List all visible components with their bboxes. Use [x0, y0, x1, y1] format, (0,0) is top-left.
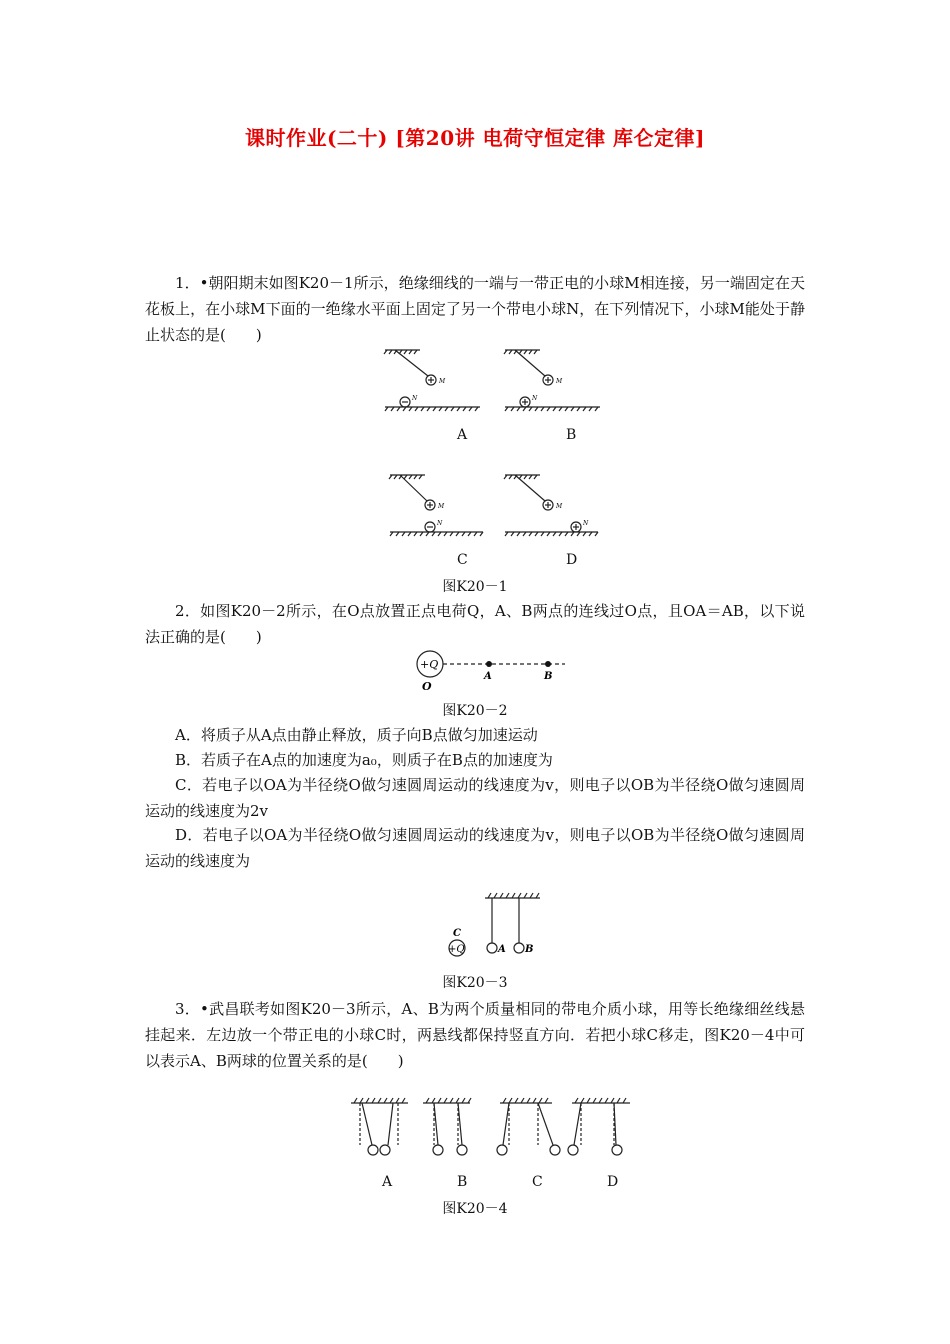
q2-choice-a: A．将质子从A点由静止释放，质子向B点做匀加速运动: [175, 726, 538, 744]
point-a-label: A: [484, 671, 492, 682]
option-c-label: C: [457, 552, 468, 568]
point-o-label: O: [422, 680, 432, 693]
page-title: 课时作业(二十) [第20讲 电荷守恒定律 库仑定律]: [244, 126, 706, 150]
option-b-label: B: [457, 1174, 468, 1190]
ball-n-label: N: [583, 520, 589, 527]
option-b-label: B: [566, 427, 577, 443]
ball-m-label: M: [556, 503, 563, 510]
figure-1c: [385, 470, 495, 540]
option-d-label: D: [566, 552, 578, 568]
label-c: C: [453, 928, 461, 939]
figure-1b: [500, 345, 610, 415]
figure-k20-2: [410, 645, 570, 695]
figure-3-caption: 图K20－3: [442, 975, 508, 991]
label-a: A: [498, 944, 506, 955]
figure-2-caption: 图K20－2: [442, 703, 508, 719]
ball-n-label: N: [437, 520, 443, 527]
charge-q-label: +Q: [420, 658, 439, 671]
q2-choice-c: C．若电子以OA为半径绕O做匀速圆周运动的线速度为v，则电子以OB为半径绕O做匀速圆周运动的线速度为2v: [145, 776, 805, 820]
question-3-text: 3．•武昌联考如图K20－3所示，A、B为两个质量相同的带电介质小球，用等长绝缘细丝线悬挂起来．左边放一个带正电的小球C时，两悬线都保持竖直方向．若把小球C移走，图K20－4中可以表示A、B两球的位置关系的是( ): [145, 1000, 805, 1070]
ball-m-label: M: [439, 378, 446, 385]
option-a-label: A: [382, 1174, 393, 1190]
figure-1a: [380, 345, 490, 415]
ball-n-label: N: [532, 395, 538, 402]
q2-choice-b: B．若质子在A点的加速度为a₀，则质子在B点的加速度为: [175, 751, 553, 769]
figure-4-caption: 图K20－4: [442, 1201, 508, 1217]
q2-choice-d: D．若电子以OA为半径绕O做匀速圆周运动的线速度为v，则电子以OB为半径绕O做匀速圆周运动的线速度为: [145, 826, 805, 870]
figure-1d: [500, 470, 610, 540]
question-1-text: 1．•朝阳期末如图K20－1所示，绝缘细线的一端与一带正电的小球M相连接，另一端固定在天花板上，在小球M下面的一绝缘水平面上固定了另一个带电小球N，在下列情况下，小球M能处于静止状态的是( ): [145, 274, 805, 344]
figure-4b: [420, 1095, 490, 1160]
ball-m-label: M: [438, 503, 445, 510]
figure-k20-3: [440, 890, 550, 965]
figure-1-caption: 图K20－1: [442, 579, 508, 595]
charge-q-label: +Q: [448, 944, 465, 955]
ball-m-label: M: [556, 378, 563, 385]
figure-4c: [492, 1095, 567, 1160]
question-2-text: 2．如图K20－2所示，在O点放置正点电荷Q，A、B两点的连线过O点，且OA＝AB，以下说法正确的是( ): [145, 602, 805, 646]
option-a-label: A: [457, 427, 468, 443]
option-d-label: D: [607, 1174, 619, 1190]
ball-n-label: N: [412, 395, 418, 402]
option-c-label: C: [532, 1174, 543, 1190]
point-b-label: B: [544, 671, 553, 682]
figure-4a: [348, 1095, 418, 1160]
label-b: B: [525, 944, 534, 955]
figure-4d: [562, 1095, 637, 1160]
